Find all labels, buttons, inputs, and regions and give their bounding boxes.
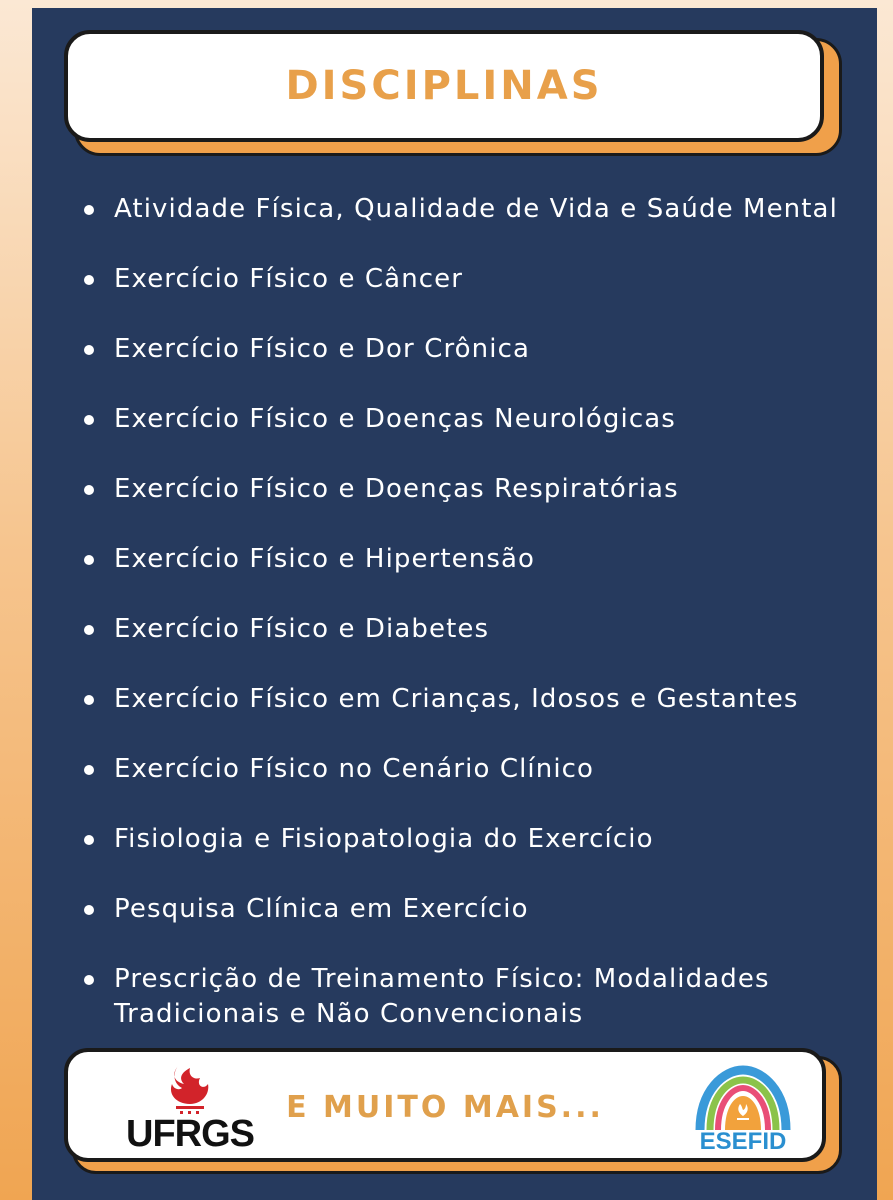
list-item xyxy=(84,332,864,367)
list-item xyxy=(84,752,864,787)
list-item xyxy=(84,542,864,577)
esefid-logo-text: ESEFID xyxy=(699,1128,787,1155)
list-item-label: Exercício Físico e Doenças Respiratórias xyxy=(114,474,679,504)
list-item-label: Exercício Físico e Diabetes xyxy=(114,614,490,644)
list-item xyxy=(84,612,864,647)
bullet-icon xyxy=(84,625,94,635)
bullet-icon xyxy=(84,905,94,915)
list-item xyxy=(84,892,864,927)
list-item-label: Exercício Físico no Cenário Clínico xyxy=(114,754,595,784)
bullet-icon xyxy=(84,975,94,985)
esefid-logo xyxy=(688,1060,798,1158)
discipline-list xyxy=(84,192,864,1067)
list-item xyxy=(84,682,864,717)
bullet-icon xyxy=(84,275,94,285)
page-title: DISCIPLINAS xyxy=(285,63,603,109)
list-item xyxy=(84,962,864,1032)
list-item xyxy=(84,402,864,437)
bullet-icon xyxy=(84,345,94,355)
list-item-label: Prescrição de Treinamento Físico: Modalidades Tradicionais e Não Convencionais xyxy=(114,964,770,1029)
footer-text: E MUITO MAIS... xyxy=(286,1090,604,1125)
title-banner xyxy=(64,30,842,158)
bullet-icon xyxy=(84,695,94,705)
bullet-icon xyxy=(84,415,94,425)
bullet-icon xyxy=(84,835,94,845)
list-item xyxy=(84,192,864,227)
bullet-icon xyxy=(84,555,94,565)
list-item xyxy=(84,822,864,857)
bullet-icon xyxy=(84,205,94,215)
list-item-label: Fisiologia e Fisiopatologia do Exercício xyxy=(114,824,654,854)
list-item-label: Exercício Físico e Dor Crônica xyxy=(114,334,531,364)
footer-banner xyxy=(64,1048,842,1176)
list-item-label: Exercício Físico em Crianças, Idosos e Gestantes xyxy=(114,684,799,714)
list-item-label: Exercício Físico e Hipertensão xyxy=(114,544,536,574)
footer-box xyxy=(64,1048,826,1162)
bullet-icon xyxy=(84,485,94,495)
list-item-label: Pesquisa Clínica em Exercício xyxy=(114,894,529,924)
list-item xyxy=(84,262,864,297)
ufrgs-logo-text: UFRGS xyxy=(126,1113,254,1155)
bullet-icon xyxy=(84,765,94,775)
title-box xyxy=(64,30,824,142)
list-item-label: Atividade Física, Qualidade de Vida e Saúde Mental xyxy=(114,194,838,224)
list-item xyxy=(84,472,864,507)
list-item-label: Exercício Físico e Câncer xyxy=(114,264,464,294)
list-item-label: Exercício Físico e Doenças Neurológicas xyxy=(114,404,676,434)
